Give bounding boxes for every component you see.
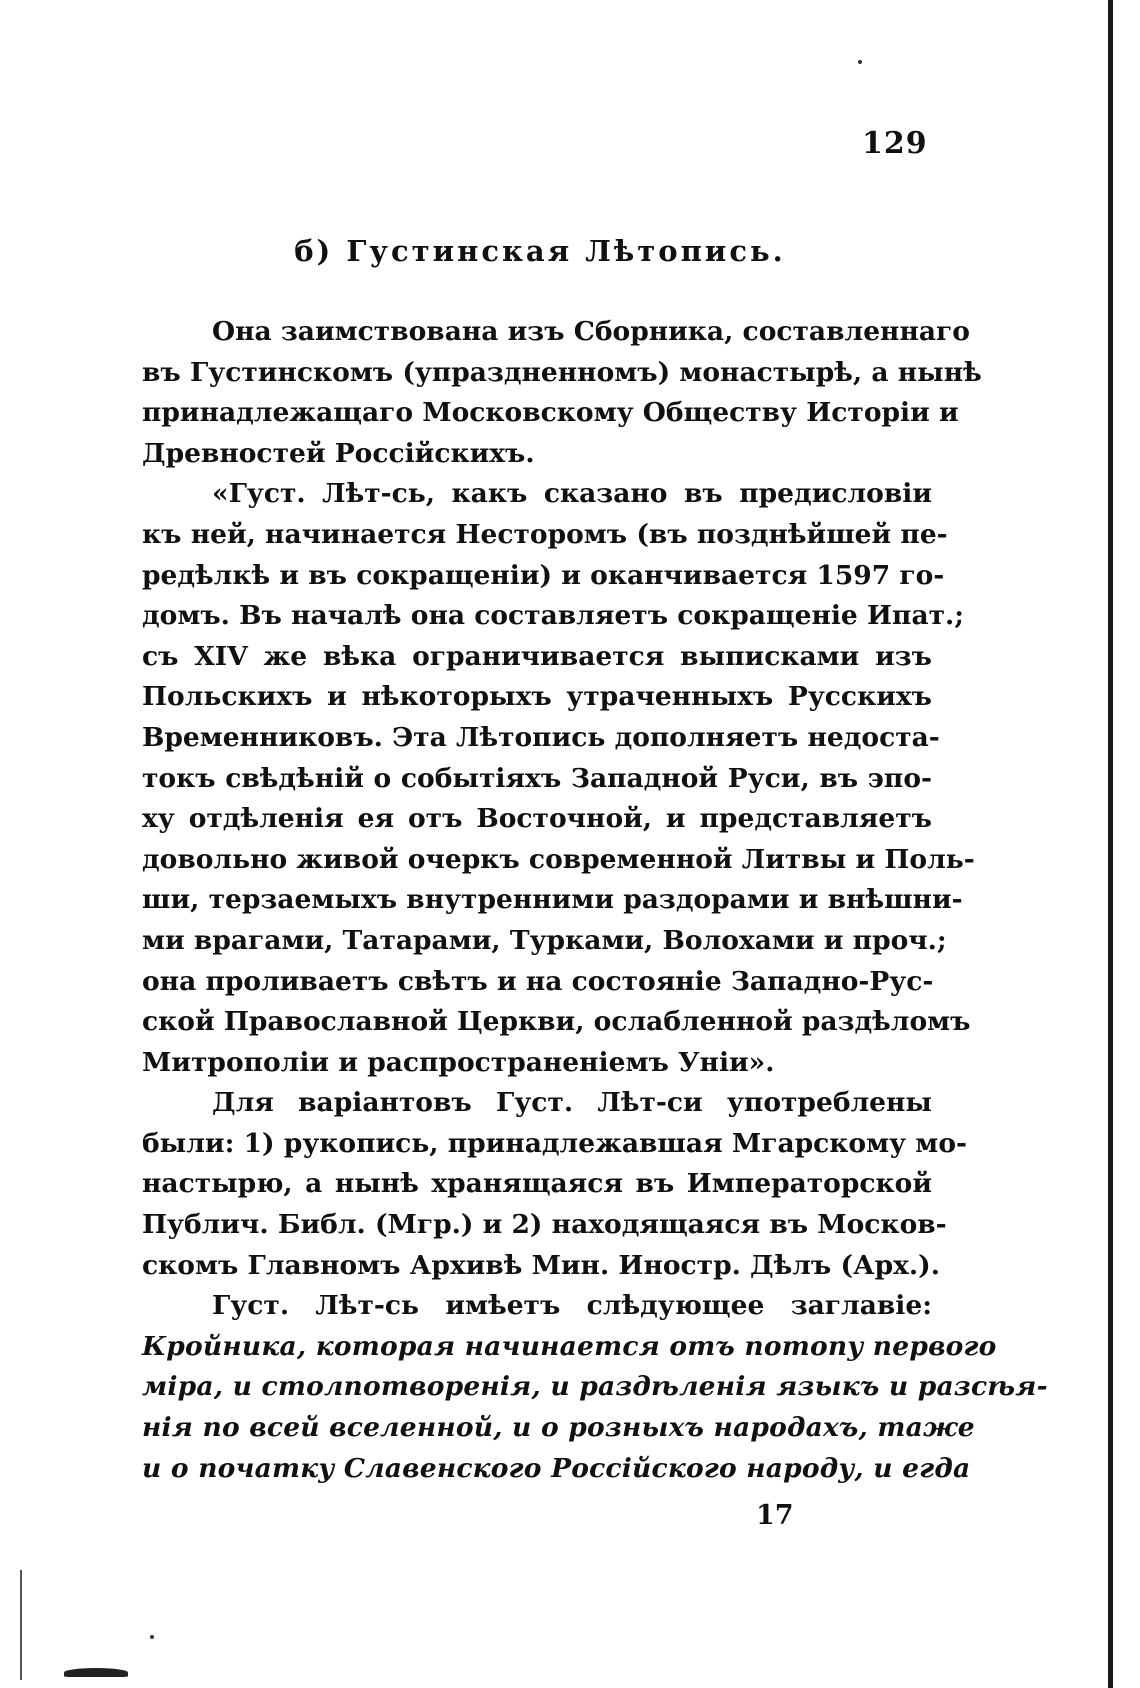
signature-mark: 17 xyxy=(756,1500,794,1531)
ink-smudge xyxy=(64,1668,128,1677)
text-line: «Густ. Лѣт-сь, какъ сказано въ предисловіи xyxy=(212,478,932,510)
text-line: домъ. Въ началѣ она составляетъ сокращеніе Ипат.; xyxy=(142,600,965,632)
italic-text-line: Кройника, которая начинается отъ потопу первого xyxy=(142,1330,997,1362)
text-line: Древностей Россійскихъ. xyxy=(142,437,535,469)
text-line: Для варіантовъ Густ. Лѣт-си употреблены xyxy=(212,1087,932,1119)
body-text xyxy=(142,312,1048,1489)
text-line: скомъ Главномъ Архивѣ Мин. Иностр. Дѣлъ (Арх.). xyxy=(142,1249,940,1281)
italic-text-line: міра, и столпотворенія, и раздѣленія языкъ и разсѣя- xyxy=(142,1371,1048,1403)
text-line: Густ. Лѣт-сь имѣетъ слѣдующее заглавіе: xyxy=(212,1290,932,1322)
text-line: съ XIV же вѣка ограничивается выписками изъ xyxy=(142,640,932,672)
text-line: въ Густинскомъ (упраздненномъ) монастырѣ, а нынѣ xyxy=(142,356,982,388)
text-line: Публич. Библ. (Мгр.) и 2) находящаяся въ Москов- xyxy=(142,1209,947,1241)
text-line: къ ней, начинается Несторомъ (въ позднѣйшей пе- xyxy=(142,518,948,550)
italic-text-line: и о початку Славенского Россійского народу, и егда xyxy=(142,1452,971,1484)
section-heading: б) Густинская Лѣтопись. xyxy=(294,234,786,268)
page-margin-mark xyxy=(20,1570,22,1680)
text-line: были: 1) рукопись, принадлежавшая Мгарскому мо- xyxy=(142,1127,967,1159)
speck xyxy=(858,60,862,64)
text-line: ской Православной Церкви, ослабленной раздѣломъ xyxy=(142,1006,971,1038)
text-line: Митрополіи и распространеніемъ Уніи». xyxy=(142,1046,775,1078)
page-number: 129 xyxy=(862,126,928,161)
text-line: Польскихъ и нѣкоторыхъ утраченныхъ Русскихъ xyxy=(142,681,932,713)
text-line: настырю, а нынѣ хранящаяся въ Императорской xyxy=(142,1168,932,1200)
text-line: ми врагами, Татарами, Турками, Волохами и проч.; xyxy=(142,924,947,956)
text-line: ши, терзаемыхъ внутренними раздорами и внѣшни- xyxy=(142,884,963,916)
text-line: редѣлкѣ и въ сокращеніи) и оканчивается 1597 го- xyxy=(142,559,945,591)
text-line: Она заимствована изъ Сборника, составленнаго xyxy=(212,316,970,347)
text-line: принадлежащаго Московскому Обществу Исторіи и xyxy=(142,397,959,429)
text-line: она проливаетъ свѣтъ и на состояніе Западно-Рус- xyxy=(142,965,934,997)
text-line: ху отдѣленія ея отъ Восточной, и представляетъ xyxy=(142,803,932,835)
text-line: довольно живой очеркъ современной Литвы и Поль- xyxy=(142,843,975,875)
page-edge-rule xyxy=(1108,0,1113,1688)
text-line: токъ свѣдѣній о событіяхъ Западной Руси, въ эпо- xyxy=(142,762,932,794)
text-line: Временниковъ. Эта Лѣтопись дополняетъ недоста- xyxy=(142,721,940,753)
italic-text-line: нія по всей вселенной, и о розныхъ народахъ, таже xyxy=(142,1412,975,1444)
speck xyxy=(150,1635,154,1639)
